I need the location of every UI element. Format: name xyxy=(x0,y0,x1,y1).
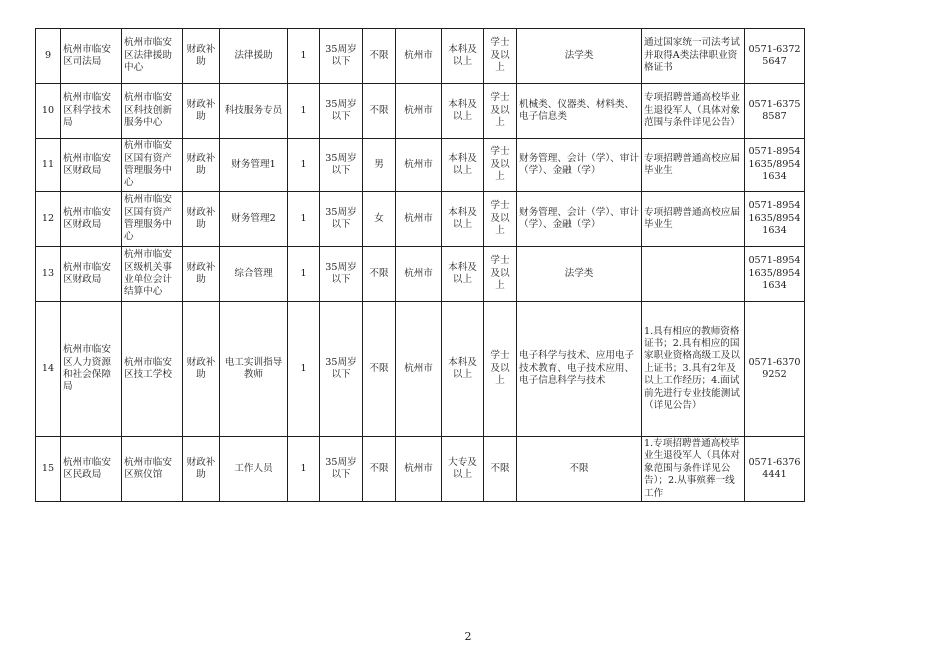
department-cell: 杭州市临安区司法局 xyxy=(61,29,122,84)
funding-cell: 财政补助 xyxy=(183,84,220,139)
degree-cell: 学士及以上 xyxy=(484,247,517,302)
other-requirements-cell: 1.具有相应的教师资格证书；2.具有相应的国家职业资格高级工及以上证书；3.具有2年及以上工作经历；4.面试前先进行专业技能测试（详见公告） xyxy=(642,302,745,437)
unit-cell: 杭州市临安区级机关事业单位会计结算中心 xyxy=(122,247,183,302)
age-cell: 35周岁以下 xyxy=(320,247,363,302)
department-cell: 杭州市临安区财政局 xyxy=(61,192,122,247)
position-cell: 电工实训指导教师 xyxy=(220,302,288,437)
residence-cell: 杭州市 xyxy=(396,192,442,247)
age-cell: 35周岁以下 xyxy=(320,29,363,84)
gender-cell: 不限 xyxy=(363,302,396,437)
residence-cell: 杭州市 xyxy=(396,247,442,302)
education-cell: 本科及以上 xyxy=(442,139,484,192)
gender-cell: 不限 xyxy=(363,84,396,139)
phone-cell: 0571-89541635/89541634 xyxy=(745,139,805,192)
department-cell: 杭州市临安区民政局 xyxy=(61,437,122,502)
residence-cell: 杭州市 xyxy=(396,84,442,139)
table-row xyxy=(36,29,805,84)
table-row xyxy=(36,84,805,139)
table-row xyxy=(36,302,805,437)
row-number-cell: 14 xyxy=(36,302,61,437)
unit-cell: 杭州市临安区科技创新服务中心 xyxy=(122,84,183,139)
count-cell: 1 xyxy=(288,192,320,247)
count-cell: 1 xyxy=(288,437,320,502)
row-number-cell: 9 xyxy=(36,29,61,84)
education-cell: 本科及以上 xyxy=(442,302,484,437)
gender-cell: 不限 xyxy=(363,247,396,302)
department-cell: 杭州市临安区人力资源和社会保障局 xyxy=(61,302,122,437)
major-cell: 机械类、仪器类、材料类、电子信息类 xyxy=(517,84,642,139)
department-cell: 杭州市临安区财政局 xyxy=(61,247,122,302)
funding-cell: 财政补助 xyxy=(183,192,220,247)
residence-cell: 杭州市 xyxy=(396,302,442,437)
row-number-cell: 15 xyxy=(36,437,61,502)
degree-cell: 学士及以上 xyxy=(484,139,517,192)
other-requirements-cell xyxy=(642,247,745,302)
gender-cell: 不限 xyxy=(363,437,396,502)
table-row xyxy=(36,437,805,502)
table-row xyxy=(36,139,805,192)
funding-cell: 财政补助 xyxy=(183,247,220,302)
gender-cell: 不限 xyxy=(363,29,396,84)
degree-cell: 不限 xyxy=(484,437,517,502)
phone-cell: 0571-63709252 xyxy=(745,302,805,437)
position-cell: 财务管理1 xyxy=(220,139,288,192)
row-number-cell: 11 xyxy=(36,139,61,192)
count-cell: 1 xyxy=(288,302,320,437)
row-number-cell: 10 xyxy=(36,84,61,139)
other-requirements-cell: 1.专项招聘普通高校毕业生退役军人（具体对象范围与条件详见公告）；2.从事殡葬一线工作 xyxy=(642,437,745,502)
phone-cell: 0571-63725647 xyxy=(745,29,805,84)
unit-cell: 杭州市临安区技工学校 xyxy=(122,302,183,437)
count-cell: 1 xyxy=(288,247,320,302)
row-number-cell: 13 xyxy=(36,247,61,302)
funding-cell: 财政补助 xyxy=(183,139,220,192)
phone-cell: 0571-89541635/89541634 xyxy=(745,247,805,302)
department-cell: 杭州市临安区财政局 xyxy=(61,139,122,192)
major-cell: 法学类 xyxy=(517,247,642,302)
phone-cell: 0571-89541635/89541634 xyxy=(745,192,805,247)
row-number-cell: 12 xyxy=(36,192,61,247)
age-cell: 35周岁以下 xyxy=(320,302,363,437)
major-cell: 不限 xyxy=(517,437,642,502)
recruitment-table xyxy=(35,28,805,502)
unit-cell: 杭州市临安区国有资产管理服务中心 xyxy=(122,192,183,247)
position-cell: 综合管理 xyxy=(220,247,288,302)
position-cell: 科技服务专员 xyxy=(220,84,288,139)
age-cell: 35周岁以下 xyxy=(320,437,363,502)
phone-cell: 0571-63764441 xyxy=(745,437,805,502)
page-number: 2 xyxy=(464,630,472,643)
position-cell: 工作人员 xyxy=(220,437,288,502)
unit-cell: 杭州市临安区殡仪馆 xyxy=(122,437,183,502)
other-requirements-cell: 通过国家统一司法考试并取得A类法律职业资格证书 xyxy=(642,29,745,84)
table-row xyxy=(36,247,805,302)
degree-cell: 学士及以上 xyxy=(484,29,517,84)
degree-cell: 学士及以上 xyxy=(484,84,517,139)
residence-cell: 杭州市 xyxy=(396,29,442,84)
position-cell: 法律援助 xyxy=(220,29,288,84)
major-cell: 财务管理、会计（学）、审计（学）、金融（学） xyxy=(517,139,642,192)
residence-cell: 杭州市 xyxy=(396,437,442,502)
gender-cell: 男 xyxy=(363,139,396,192)
residence-cell: 杭州市 xyxy=(396,139,442,192)
count-cell: 1 xyxy=(288,29,320,84)
major-cell: 法学类 xyxy=(517,29,642,84)
education-cell: 本科及以上 xyxy=(442,29,484,84)
age-cell: 35周岁以下 xyxy=(320,84,363,139)
age-cell: 35周岁以下 xyxy=(320,192,363,247)
unit-cell: 杭州市临安区法律援助中心 xyxy=(122,29,183,84)
count-cell: 1 xyxy=(288,139,320,192)
table-row xyxy=(36,192,805,247)
other-requirements-cell: 专项招聘普通高校毕业生退役军人（具体对象范围与条件详见公告） xyxy=(642,84,745,139)
funding-cell: 财政补助 xyxy=(183,437,220,502)
funding-cell: 财政补助 xyxy=(183,29,220,84)
major-cell: 财务管理、会计（学）、审计（学）、金融（学） xyxy=(517,192,642,247)
department-cell: 杭州市临安区科学技术局 xyxy=(61,84,122,139)
phone-cell: 0571-63758587 xyxy=(745,84,805,139)
other-requirements-cell: 专项招聘普通高校应届毕业生 xyxy=(642,192,745,247)
gender-cell: 女 xyxy=(363,192,396,247)
unit-cell: 杭州市临安区国有资产管理服务中心 xyxy=(122,139,183,192)
education-cell: 大专及以上 xyxy=(442,437,484,502)
funding-cell: 财政补助 xyxy=(183,302,220,437)
degree-cell: 学士及以上 xyxy=(484,302,517,437)
count-cell: 1 xyxy=(288,84,320,139)
major-cell: 电子科学与技术、应用电子技术教育、电子技术应用、电子信息科学与技术 xyxy=(517,302,642,437)
position-cell: 财务管理2 xyxy=(220,192,288,247)
age-cell: 35周岁以下 xyxy=(320,139,363,192)
education-cell: 本科及以上 xyxy=(442,84,484,139)
other-requirements-cell: 专项招聘普通高校应届毕业生 xyxy=(642,139,745,192)
education-cell: 本科及以上 xyxy=(442,247,484,302)
degree-cell: 学士及以上 xyxy=(484,192,517,247)
education-cell: 本科及以上 xyxy=(442,192,484,247)
